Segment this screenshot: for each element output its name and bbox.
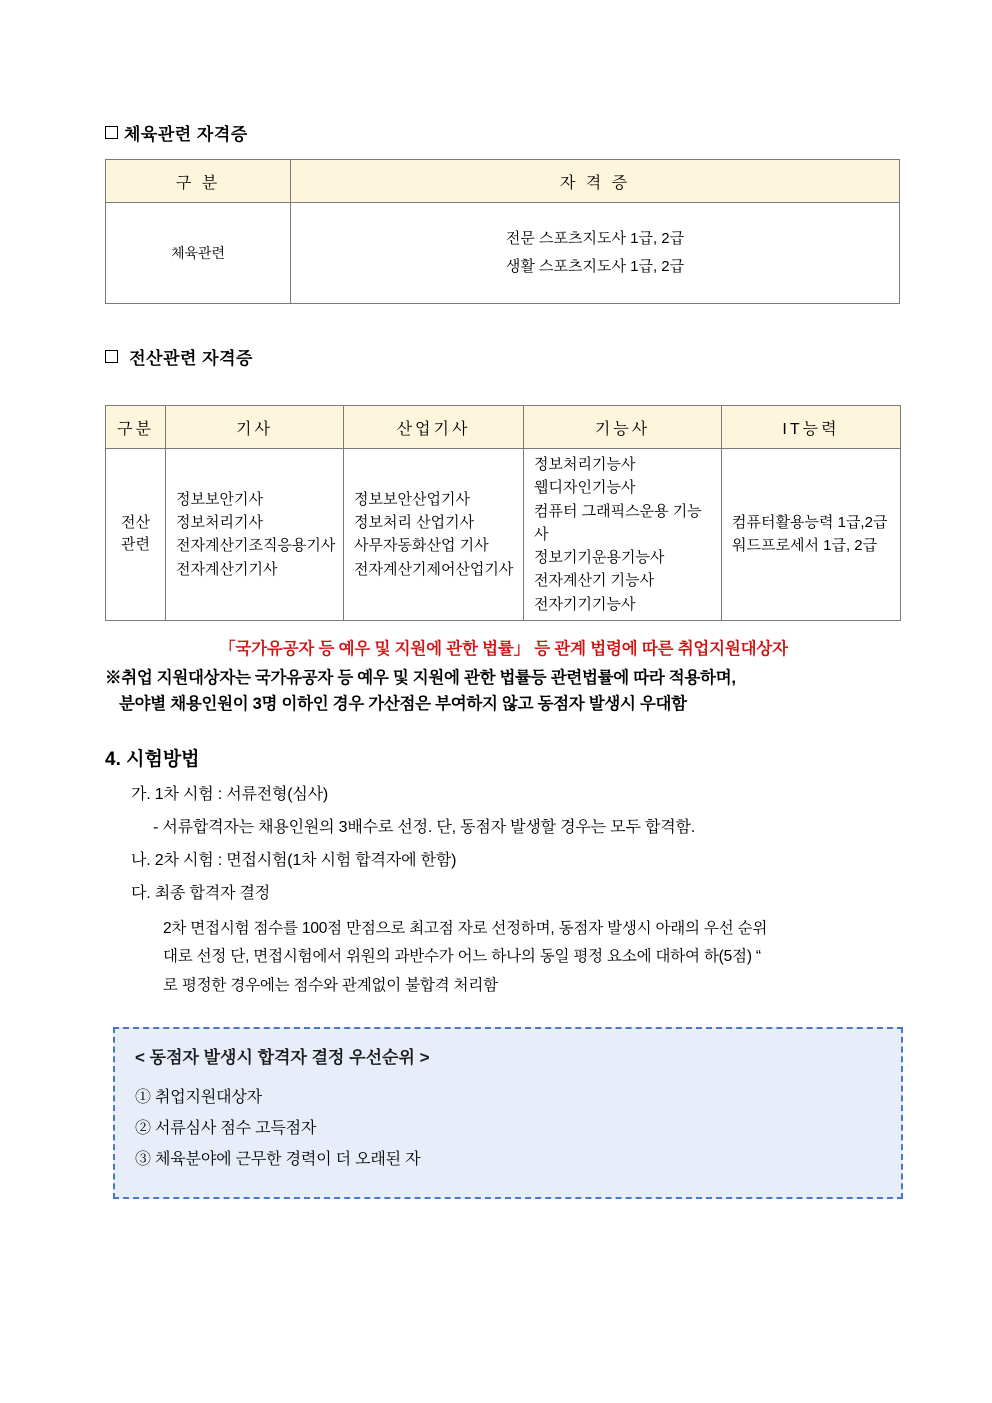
checkbox-icon bbox=[105, 350, 118, 363]
priority-box-title: < 동점자 발생시 합격자 결정 우선순위 > bbox=[135, 1047, 430, 1067]
cert-line: 생활 스포츠지도사 1급, 2급 bbox=[505, 258, 685, 275]
list-item: 웹디자인기능사 bbox=[534, 479, 636, 497]
list-item: 정보처리기능사 bbox=[534, 456, 636, 473]
sports-cert-table bbox=[105, 159, 900, 304]
table-row bbox=[106, 449, 901, 621]
list-item: 컴퓨터 그래픽스운용 기능사 bbox=[534, 502, 702, 543]
table-header-row bbox=[106, 160, 900, 203]
list-item: 정보보안기사 bbox=[176, 490, 263, 508]
it-cert-heading-label: 전산관련 자격증 bbox=[129, 349, 253, 368]
header-cell-category: 구분 bbox=[106, 406, 166, 449]
exam-item-c: 다. 최종 합격자 결정 bbox=[131, 884, 271, 902]
header-cell-it-ability: IT능력 bbox=[722, 406, 901, 449]
exam-method-heading: 4. 시험방법 bbox=[105, 748, 200, 770]
list-item: 전자계산기 기능사 bbox=[534, 572, 655, 590]
list-item: 정보기기운용기능사 bbox=[534, 549, 665, 566]
list-item: 정보처리기사 bbox=[176, 514, 263, 532]
paragraph-line: 대로 선정 단, 면접시험에서 위원의 과반수가 어느 하나의 동일 평정 요소에 대하여 하(5점) “ bbox=[163, 948, 761, 966]
cell-industry-list bbox=[344, 449, 524, 621]
paragraph-line: 2차 면접시험 점수를 100점 만점으로 최고점 자로 선정하며, 동점자 발생시 아래의 우선 순위 bbox=[163, 919, 768, 937]
header-cell-industry-gisa: 산업기사 bbox=[344, 406, 524, 449]
list-item: 정보보안산업기사 bbox=[354, 490, 470, 508]
priority-item: ② 서류심사 점수 고득점자 bbox=[135, 1119, 317, 1137]
list-item: 전자계산기조직응용기사 bbox=[176, 537, 336, 555]
list-item: 워드프로세서 1급, 2급 bbox=[732, 537, 878, 555]
priority-item: ① 취업지원대상자 bbox=[135, 1088, 262, 1106]
table-header-row bbox=[106, 406, 901, 449]
veteran-red-notice: 「국가유공자 등 예우 및 지원에 관한 법률」 등 관계 법령에 따른 취업지원대상자 bbox=[219, 639, 788, 658]
checkbox-icon bbox=[105, 126, 118, 139]
veteran-note bbox=[105, 665, 902, 718]
veteran-note-line-1: ※취업 지원대상자는 국가유공자 등 예우 및 지원에 관한 법률등 관련법률에 따라 적용하며, bbox=[105, 668, 736, 687]
cell-category: 체육관련 bbox=[106, 203, 291, 304]
paragraph-line: 로 평정한 경우에는 점수와 관계없이 불합격 처리함 bbox=[163, 976, 498, 994]
it-cert-heading bbox=[105, 344, 902, 369]
cert-line: 전문 스포츠지도사 1급, 2급 bbox=[505, 229, 685, 247]
sports-cert-heading bbox=[105, 120, 902, 145]
list-item: 컴퓨터활용능력 1급,2급 bbox=[732, 514, 888, 532]
exam-final-paragraph bbox=[163, 915, 902, 1001]
cell-technician-list bbox=[524, 449, 722, 621]
exam-item-a: 가. 1차 시험 : 서류전형(심사) bbox=[131, 785, 328, 803]
list-item: 정보처리 산업기사 bbox=[354, 514, 475, 532]
header-cell-technician: 기능사 bbox=[524, 406, 722, 449]
sports-cert-heading-label: 체육관련 자격증 bbox=[124, 125, 248, 144]
exam-item-b: 나. 2차 시험 : 면접시험(1차 시험 합격자에 한함) bbox=[131, 851, 457, 869]
list-item: 사무자동화산업 기사 bbox=[354, 537, 489, 555]
list-item: 전자계산기기사 bbox=[176, 560, 278, 578]
priority-box bbox=[113, 1027, 903, 1200]
veteran-note-line-2: 분야별 채용인원이 3명 이하인 경우 가산점은 부여하지 않고 동점자 발생시 우대함 bbox=[119, 695, 687, 714]
it-cert-table bbox=[105, 405, 901, 621]
cell-gisa-list bbox=[166, 449, 344, 621]
table-row bbox=[106, 203, 900, 304]
header-cell-certificate: 자 격 증 bbox=[291, 160, 900, 203]
list-item: 전자기기기능사 bbox=[534, 595, 636, 613]
list-item: 전자계산기제어산업기사 bbox=[354, 560, 514, 578]
cell-certificates bbox=[291, 203, 900, 304]
header-cell-gisa: 기사 bbox=[166, 406, 344, 449]
exam-item-a-sub: - 서류합격자는 채용인원의 3배수로 선정. 단, 동점자 발생할 경우는 모두 합격함. bbox=[153, 818, 695, 836]
cell-it-ability-list bbox=[722, 449, 901, 621]
cell-category: 전산 관련 bbox=[106, 449, 166, 621]
priority-item: ③ 체육분야에 근무한 경력이 더 오래된 자 bbox=[135, 1150, 421, 1168]
header-cell-category: 구 분 bbox=[106, 160, 291, 203]
